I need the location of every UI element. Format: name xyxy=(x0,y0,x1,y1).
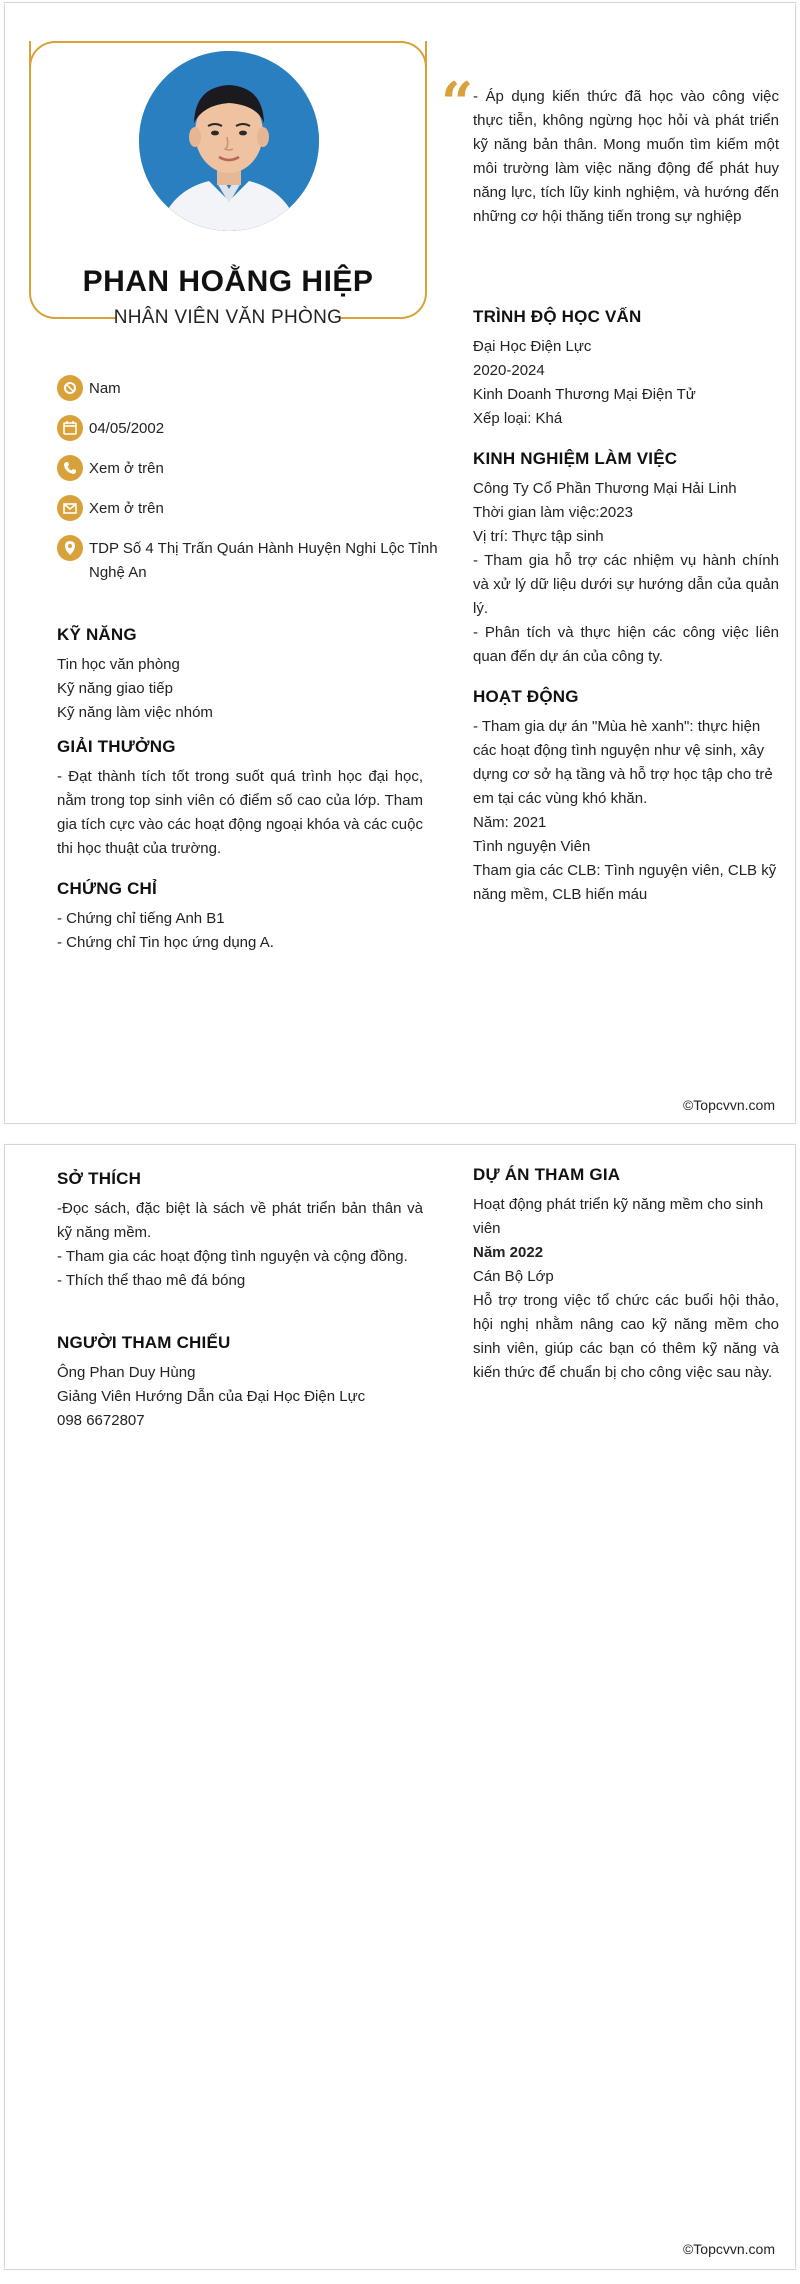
project-name: Hoạt động phát triển kỹ năng mềm cho sinh viên xyxy=(473,1196,764,1237)
contact-phone: Xem ở trên xyxy=(57,457,457,481)
experience-duty: - Tham gia hỗ trợ các nhiệm vụ hành chính và xử lý dữ liệu dưới sự hướng dẫn của quản lý. xyxy=(473,552,779,617)
experience-section xyxy=(473,449,779,669)
career-objective: - Áp dụng kiến thức đã học vào công việc thực tiễn, không ngừng học hỏi và phát triển kỹ năng bản thân. Mong muốn tìm kiếm một môi trường làm việc năng động để phát huy năng lực, tích lũy kinh nghiệm, và hướng đến những cơ hội thăng tiến trong sự nghiệp xyxy=(473,88,779,225)
hobby-item: - Tham gia các hoạt động tình nguyện và cộng đồng. xyxy=(57,1248,408,1265)
gender-icon xyxy=(57,375,83,401)
avatar xyxy=(139,51,319,231)
footer-watermark: ©Topcvvn.com xyxy=(682,1097,775,1113)
phone-icon xyxy=(57,455,83,481)
experience-position: Vị trí: Thực tập sinh xyxy=(473,528,604,545)
location-icon xyxy=(57,535,83,561)
skill-item: Tin học văn phòng xyxy=(57,656,180,673)
quote-icon: “ xyxy=(441,70,474,136)
contact-gender: Nam xyxy=(57,377,457,401)
reference-phone: 098 6672807 xyxy=(57,1412,145,1429)
email-icon xyxy=(57,495,83,521)
hobby-item: - Thích thể thao mê đá bóng xyxy=(57,1272,246,1289)
activities-desc: - Tham gia dự án "Mùa hè xanh": thực hiện các hoạt động tình nguyện như vệ sinh, xây dựng cơ sở hạ tầng và hỗ trợ học tập cho trẻ em tại các vùng khó khăn. xyxy=(473,718,773,807)
contact-list xyxy=(57,377,457,601)
awards-section xyxy=(57,737,423,861)
experience-title: KINH NGHIỆM LÀM VIỆC xyxy=(473,449,678,468)
awards-text: - Đạt thành tích tốt trong suốt quá trình học đại học, nằm trong top sinh viên có điểm số cao của lớp. Tham gia tích cực vào các hoạt động ngoại khóa và các cuộc thi học thuật của trường. xyxy=(57,768,423,857)
education-grade: Xếp loại: Khá xyxy=(473,410,563,427)
references-title: NGƯỜI THAM CHIẾU xyxy=(57,1333,231,1352)
footer-watermark: ©Topcvvn.com xyxy=(682,2241,775,2257)
profile-name: PHAN HOẰNG HIỆP xyxy=(82,265,374,298)
education-period: 2020-2024 xyxy=(473,362,545,379)
experience-time: Thời gian làm việc:2023 xyxy=(473,504,633,521)
certificates-section xyxy=(57,879,423,955)
contact-birthday: 04/05/2002 xyxy=(57,417,457,441)
awards-title: GIẢI THƯỞNG xyxy=(57,737,176,756)
activities-role: Tình nguyện Viên xyxy=(473,838,591,855)
cv-page-2 xyxy=(4,1144,796,2270)
reference-name: Ông Phan Duy Hùng xyxy=(57,1364,196,1381)
hobbies-title: SỞ THÍCH xyxy=(57,1169,142,1188)
contact-email: Xem ở trên xyxy=(57,497,457,521)
project-year: Năm 2022 xyxy=(473,1244,544,1261)
skills-title: KỸ NĂNG xyxy=(57,625,137,644)
skill-item: Kỹ năng giao tiếp xyxy=(57,680,173,697)
experience-duty: - Phân tích và thực hiện các công việc liên quan đến dự án của công ty. xyxy=(473,624,779,665)
activities-section xyxy=(473,687,779,907)
reference-position: Giảng Viên Hướng Dẫn của Đại Học Điện Lực xyxy=(57,1388,366,1405)
references-section xyxy=(57,1333,423,1433)
contact-address: TDP Số 4 Thị Trấn Quán Hành Huyện Nghi Lộc Tỉnh Nghệ An xyxy=(57,537,457,585)
projects-title: DỰ ÁN THAM GIA xyxy=(473,1165,621,1184)
project-role: Cán Bộ Lớp xyxy=(473,1268,554,1285)
activities-year: Năm: 2021 xyxy=(473,814,547,831)
certificate-item: - Chứng chỉ Tin học ứng dụng A. xyxy=(57,934,274,951)
education-title: TRÌNH ĐỘ HỌC VẤN xyxy=(473,307,642,326)
projects-section xyxy=(473,1165,779,1385)
activities-clubs: Tham gia các CLB: Tình nguyện viên, CLB kỹ năng mềm, CLB hiến máu xyxy=(473,862,777,903)
profile-role: NHÂN VIÊN VĂN PHÒNG xyxy=(113,307,343,328)
experience-company: Công Ty Cổ Phần Thương Mại Hải Linh xyxy=(473,480,737,497)
project-desc: Hỗ trợ trong việc tổ chức các buổi hội thảo, hội nghị nhằm nâng cao kỹ năng mềm cho sinh viên, giúp các bạn có thêm kỹ năng và kiến thức để chuẩn bị cho công việc sau này. xyxy=(473,1292,779,1381)
education-school: Đại Học Điện Lực xyxy=(473,338,592,355)
hobby-item: -Đọc sách, đặc biệt là sách về phát triển bản thân và kỹ năng mềm. xyxy=(57,1200,423,1241)
hobbies-section xyxy=(57,1169,423,1293)
calendar-icon xyxy=(57,415,83,441)
cv-page-1 xyxy=(4,2,796,1124)
certificates-title: CHỨNG CHỈ xyxy=(57,879,157,898)
activities-title: HOẠT ĐỘNG xyxy=(473,687,579,706)
education-section xyxy=(473,307,779,431)
education-major: Kinh Doanh Thương Mại Điện Tử xyxy=(473,386,696,403)
skill-item: Kỹ năng làm việc nhóm xyxy=(57,704,213,721)
certificate-item: - Chứng chỉ tiếng Anh B1 xyxy=(57,910,225,927)
skills-section xyxy=(57,625,423,725)
